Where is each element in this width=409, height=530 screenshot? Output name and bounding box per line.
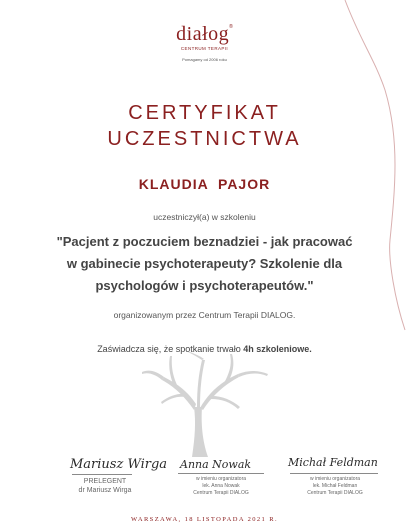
logo-wordmark: diałog® (176, 23, 233, 45)
svg-text:Mariusz Wirga: Mariusz Wirga (70, 457, 168, 472)
organizer-signature-icon (286, 451, 382, 473)
logo-tagline: Pomagamy od 2006 roku (182, 57, 227, 62)
signature-line (290, 473, 378, 474)
course-title-line: "Pacjent z poczuciem beznadziei - jak pracować (56, 234, 353, 249)
signature-line (72, 474, 132, 475)
signature-line (178, 473, 264, 474)
dialog-logo (0, 24, 409, 62)
organizer-caption-line: lek. Michał Feldman (312, 483, 358, 489)
organizer-signature-icon (176, 453, 266, 475)
organizer-text: organizowanym przez Centrum Terapii DIALOG. (113, 310, 296, 320)
organizer-caption-line: Centrum Terapii DIALOG (307, 490, 363, 496)
course-title-line: w gabinecie psychoterapeuty? Szkolenie dla (66, 256, 343, 271)
recipient-name: KLAUDIA PAJOR (138, 176, 271, 192)
certificate-title (0, 100, 409, 152)
prelegent-signature-icon (66, 452, 168, 474)
prelegent-role: PRELEGENT (83, 478, 127, 485)
logo-subtitle: CENTRUM TERAPII (180, 46, 229, 51)
organizer-caption-line: w imieniu organizatora (195, 476, 247, 482)
organizer-caption-line: lek. Anna Nowak (202, 483, 240, 489)
svg-text:Michał Feldman: Michał Feldman (288, 456, 378, 469)
attestation-hours: 4h szkoleniowe. (243, 344, 312, 354)
organizer-caption (280, 476, 390, 497)
attestation-prefix: Zaświadcza się, że spotkanie trwało (97, 344, 244, 354)
organizer-caption-line: Centrum Terapii DIALOG (193, 490, 249, 496)
prelegent-name: dr Mariusz Wirga (78, 487, 132, 494)
course-title (30, 231, 379, 297)
title-line-1: CERTYFIKAT (128, 102, 281, 124)
organizer-caption (166, 476, 276, 497)
place-date: WARSZAWA, 18 LISTOPADA 2021 R. (131, 516, 278, 523)
prelegent-caption (50, 477, 160, 495)
tree-illustration-icon (140, 352, 270, 457)
participation-text: uczestniczył(a) w szkoleniu (153, 212, 256, 222)
svg-text:Anna Nowak: Anna Nowak (180, 458, 252, 471)
organizer-caption-line: w imieniu organizatora (309, 476, 361, 482)
title-line-2: UCZESTNICTWA (107, 128, 302, 150)
course-title-line: psychologów i psychoterapeutów." (95, 278, 314, 293)
